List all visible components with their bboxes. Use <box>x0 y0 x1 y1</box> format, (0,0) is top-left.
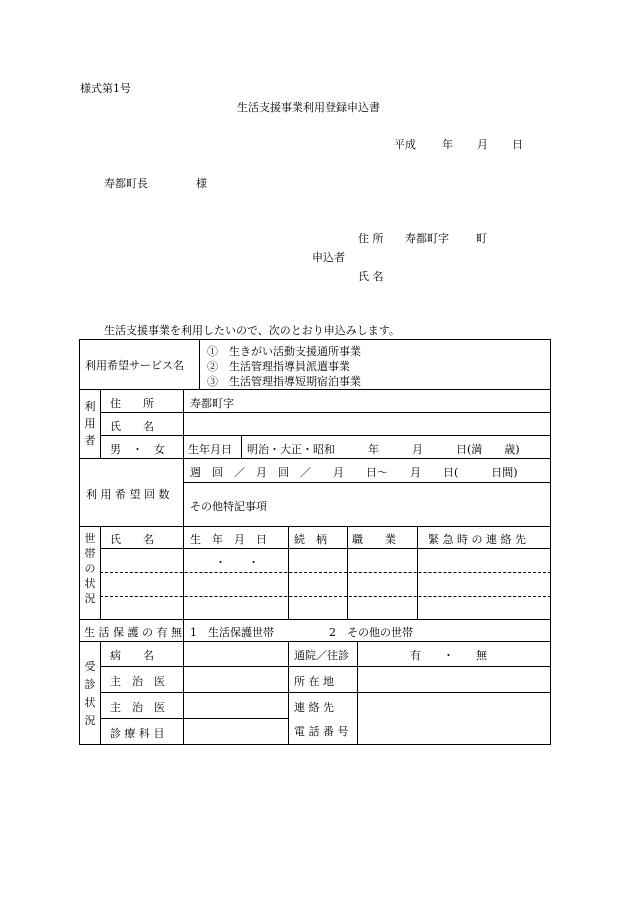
document-title: 生活支援事業利用登録申込書 <box>237 101 380 114</box>
medical-side-label: 受 診 状 況 <box>84 660 96 727</box>
service-item: ③ 生活管理指導短期宿泊事業 <box>207 375 361 388</box>
user-name-label: 氏 名 <box>110 420 154 433</box>
service-label: 利用希望サービス名 <box>85 359 184 372</box>
service-item: ② 生活管理指導員派遣事業 <box>207 360 350 373</box>
frequency-notes: その他特記事項 <box>190 500 267 513</box>
applicant-name-label: 氏 名 <box>358 270 384 283</box>
applicant-label: 申込者 <box>312 251 345 264</box>
user-birth-label: 生年月日 <box>188 443 232 456</box>
date-day: 日 <box>512 138 523 151</box>
household-side-label: 世 帯 の 状 況 <box>84 532 96 605</box>
date-year: 年 <box>442 138 453 151</box>
user-address-value: 寿都町字 <box>190 397 234 410</box>
phone-label: 電 話 番 号 <box>294 725 349 738</box>
honorific: 様 <box>196 177 207 190</box>
welfare-label: 生 活 保 護 の 有 無 <box>84 626 182 639</box>
household-header: 続 柄 <box>294 533 327 546</box>
intro-text: 生活支援事業を利用したいので、次のとおり申込みします。 <box>104 324 400 337</box>
date-era: 平成 <box>394 138 416 151</box>
user-gender: 男 ・ 女 <box>110 443 165 456</box>
applicant-address-value: 寿都町字 <box>405 232 449 245</box>
household-header: 職 業 <box>352 533 396 546</box>
user-address-label: 住 所 <box>110 397 154 410</box>
service-item: ① 生きがい活動支援通所事業 <box>207 345 361 358</box>
user-birth-value: 明治・大正・昭和 年 月 日(満 歳) <box>247 443 520 456</box>
form-number: 様式第1号 <box>80 82 131 95</box>
date-month: 月 <box>477 138 488 151</box>
household-header: 生 年 月 日 <box>190 533 267 546</box>
household-header: 緊 急 時 の 連 絡 先 <box>428 533 526 546</box>
doctor-label: 主 治 医 <box>110 701 165 714</box>
doctor-label: 主 治 医 <box>110 675 165 688</box>
visit-label: 通院／往診 <box>294 649 349 662</box>
welfare-options: 1 生活保護世帯 2 その他の世帯 <box>190 626 413 639</box>
frequency-line: 週 回 ／ 月 回 ／ 月 日〜 月 日( 日間) <box>190 466 518 479</box>
visit-value: 有 ・ 無 <box>410 649 487 662</box>
addressee: 寿都町長 <box>104 177 148 190</box>
disease-label: 病 名 <box>110 649 154 662</box>
location-label: 所 在 地 <box>294 675 334 688</box>
contact-label: 連 絡 先 <box>294 701 334 714</box>
household-birth-dots: ・ ・ <box>215 556 259 569</box>
department-label: 診 療 科 目 <box>110 727 165 740</box>
applicant-address-label: 住 所 <box>358 232 384 245</box>
applicant-address-suffix: 町 <box>476 232 487 245</box>
household-header: 氏 名 <box>110 533 154 546</box>
frequency-label: 利 用 希 望 回 数 <box>86 488 170 501</box>
user-side-label: 利 用 者 <box>84 400 96 447</box>
